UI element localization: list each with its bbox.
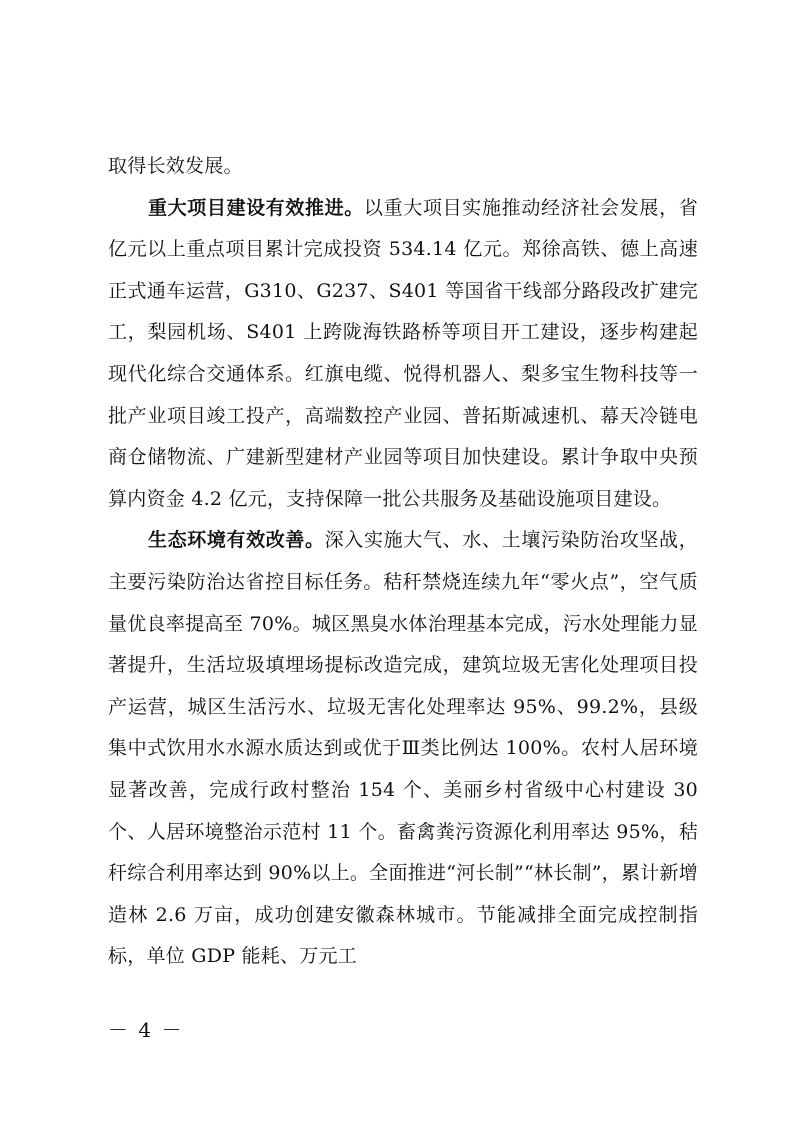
paragraph-text: 以重大项目实施推动经济社会发展，省亿元以上重点项目累计完成投资 534.14 亿元。郑徐高铁、德上高速正式通车运营，G310、G237、S401 等国省干线部分路段改扩建完工，梨园机场、S401 上跨陇海铁路桥等项目开工建设，逐步构建起现代化综合交通体系。红旗电缆、悦得机器人、梨多宝生物科技等一批产业项目竣工投产，高端数控产业园、普拓斯减速机、幕天冷链电商仓储物流、广建新型建材产业园等项目加快建设。累计争取中央预算内资金 4.2 亿元，支持保障一批公共服务及基础设施项目建设。: [108, 196, 698, 510]
paragraph-major-projects: [108, 188, 698, 521]
section-heading-ecology: 生态环境有效改善。: [148, 529, 325, 552]
page-number: － 4 －: [108, 1018, 184, 1042]
paragraph-ecology: [108, 520, 698, 978]
paragraph-text: 取得长效发展。: [108, 155, 243, 177]
document-body: [108, 146, 698, 978]
section-heading-major-projects: 重大项目建设有效推进。: [148, 196, 364, 219]
paragraph-continuation: [108, 146, 698, 188]
paragraph-text: 深入实施大气、水、土壤污染防治攻坚战，主要污染防治达省控目标任务。秸秆禁烧连续九年“零火点”，空气质量优良率提高至 70%。城区黑臭水体治理基本完成，污水处理能力显著提升，生活垃圾填埋场提标改造完成，建筑垃圾无害化处理项目投产运营，城区生活污水、垃圾无害化处理率达 95%、99.2%，县级集中式饮用水水源水质达到或优于Ⅲ类比例达 100%。农村人居环境显著改善，完成行政村整治 154 个、美丽乡村省级中心村建设 30 个、人居环境整治示范村 11 个。畜禽粪污资源化利用率达 95%，秸秆综合利用率达到 90%以上。全面推进“河长制”“林长制”，累计新增造林 2.6 万亩，成功创建安徽森林城市。节能减排全面完成控制指标，单位 GDP 能耗、万元工: [108, 529, 698, 968]
